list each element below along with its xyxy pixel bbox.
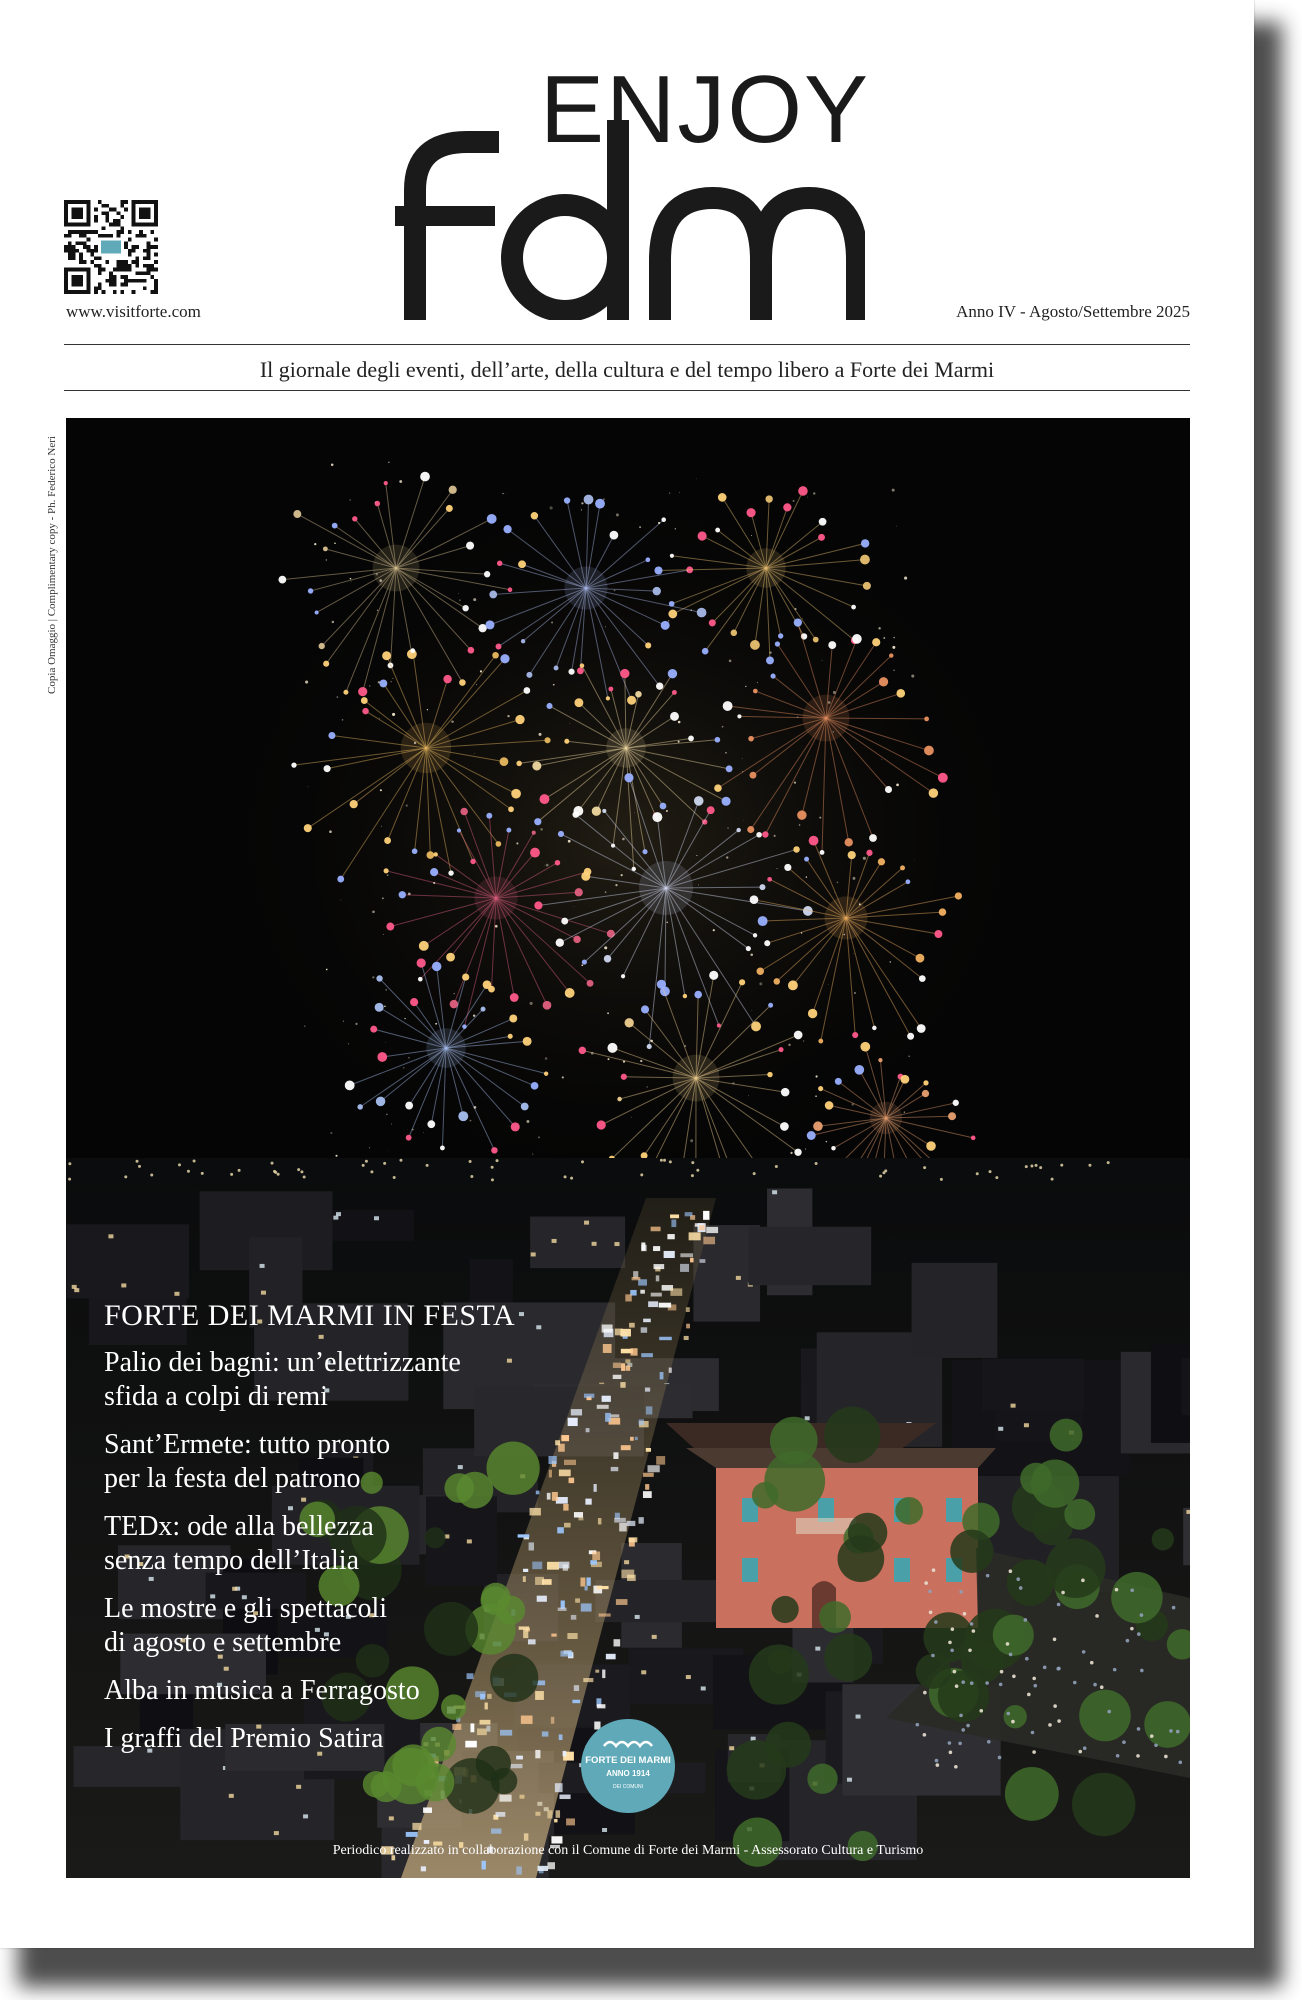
section-title: FORTE DEI MARMI IN FESTA xyxy=(104,1299,516,1332)
headlines-block xyxy=(104,1298,624,1770)
headline-line: Alba in musica a Ferragosto xyxy=(104,1675,420,1706)
headline-line: di agosto e settembre xyxy=(104,1627,342,1658)
headline-line: Palio dei bagni: un’elettrizzante xyxy=(104,1347,461,1378)
headline-item[interactable] xyxy=(104,1722,624,1756)
divider-top xyxy=(64,344,1190,345)
municipal-logo-badge[interactable] xyxy=(580,1718,676,1814)
logo-fdm xyxy=(395,120,865,320)
logo-enjoy: ENJOY xyxy=(540,56,871,163)
side-credit xyxy=(43,420,63,710)
qr-code[interactable] xyxy=(64,200,158,294)
headline-line: senza tempo dell’Italia xyxy=(104,1545,359,1576)
site-url[interactable]: www.visitforte.com xyxy=(66,302,201,321)
headline-line: Le mostre e gli spettacoli xyxy=(104,1593,388,1624)
badge-line-3: DEI COMUNI xyxy=(613,1784,643,1790)
badge-line-2: ANNO 1914 xyxy=(606,1769,650,1778)
headline-item[interactable] xyxy=(104,1428,624,1496)
headline-line: sfida a colpi di remi xyxy=(104,1381,328,1412)
divider-bottom xyxy=(64,390,1190,391)
headline-line: TEDx: ode alla bellezza xyxy=(104,1511,374,1542)
headline-item[interactable] xyxy=(104,1510,624,1578)
headline-item[interactable] xyxy=(104,1592,624,1660)
tagline: Il giornale degli eventi, dell’arte, della cultura e del tempo libero a Forte dei Marmi xyxy=(259,357,995,382)
side-credit-text: Copia Omaggio | Complimentary copy - Ph. Federico Neri xyxy=(46,436,58,694)
headline-item[interactable] xyxy=(104,1346,624,1414)
headline-line: per la festa del patrono xyxy=(104,1463,361,1494)
footer-note: Periodico realizzato in collaborazione con il Comune di Forte dei Marmi - Assessorato Cultura e Turismo xyxy=(332,1843,924,1858)
badge-line-1: FORTE DEI MARMI xyxy=(585,1755,671,1766)
headline-line: Sant’Ermete: tutto pronto xyxy=(104,1429,391,1460)
cover-photo xyxy=(66,418,1190,1878)
headline-line: I graffi del Premio Satira xyxy=(104,1723,384,1754)
headline-item[interactable] xyxy=(104,1674,624,1708)
issue-info: Anno IV - Agosto/Settembre 2025 xyxy=(956,302,1190,321)
